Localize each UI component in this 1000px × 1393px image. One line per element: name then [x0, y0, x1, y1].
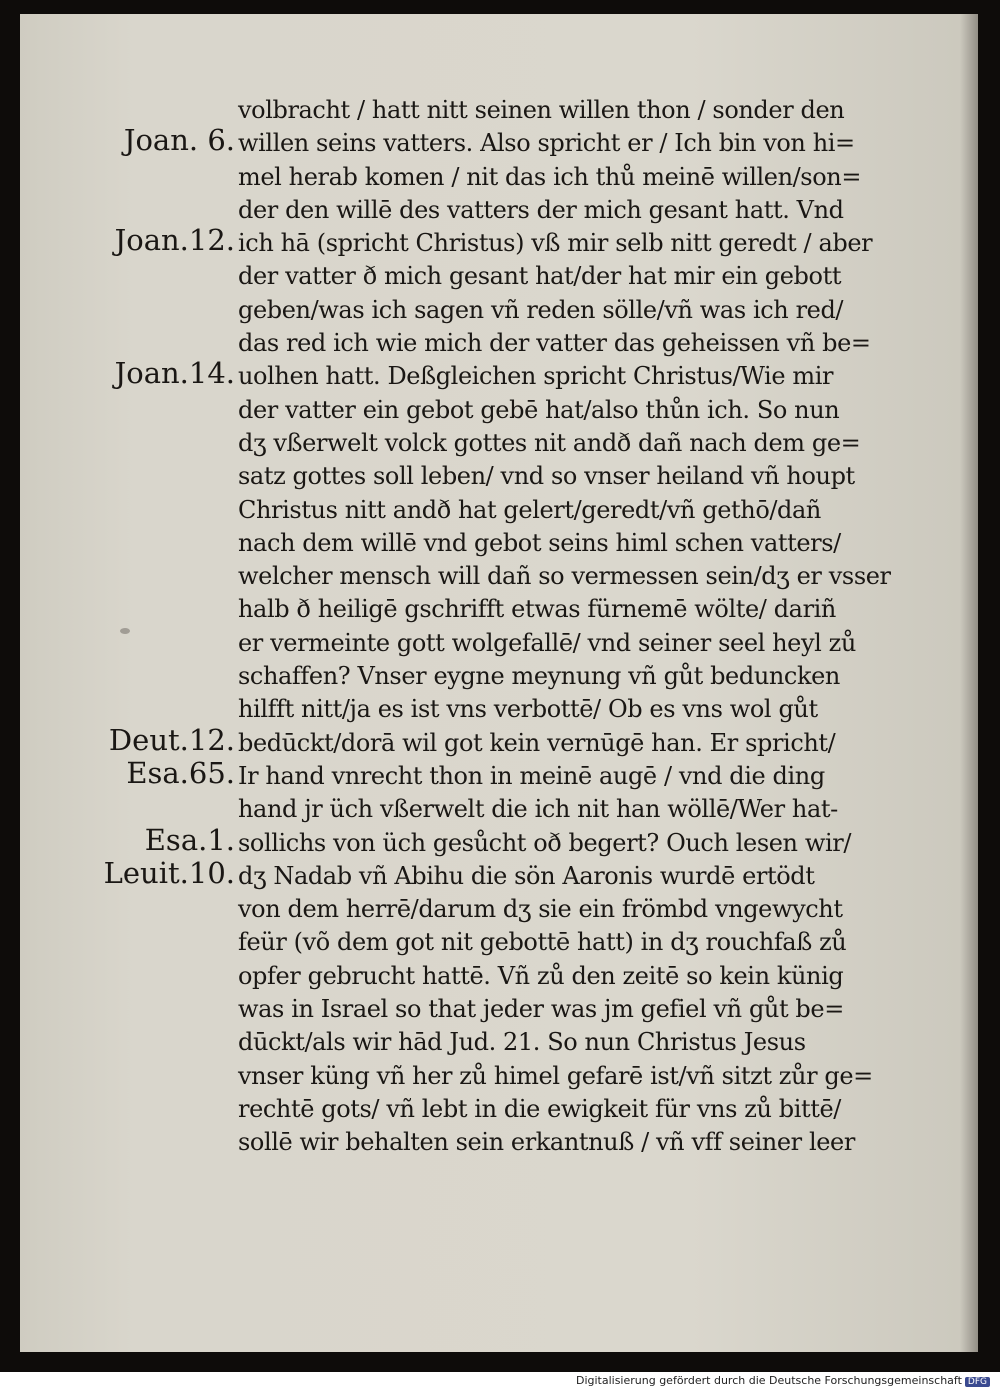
margin-note: Deut.12.: [108, 722, 235, 757]
text-line: der vatter ð mich gesant hat/der hat mir ein gebott: [238, 262, 842, 291]
text-line: schaffen? Vnser eygne meynung vñ gůt beduncken: [238, 662, 840, 691]
dfg-logo: DFG: [965, 1377, 990, 1387]
text-line: das red ich wie mich der vatter das geheissen vñ be=: [238, 329, 871, 358]
body-text: [238, 94, 928, 1160]
text-line: sollichs von üch gesůcht oð begert? Ouch lesen wir/: [238, 828, 852, 857]
text-line: volbracht / hatt nitt seinen willen thon / sonder den: [238, 96, 845, 124]
margin-note: Joan.12.: [114, 223, 235, 258]
text-line: dʒ Nadab vñ Abihu die sön Aaronis wurdē ertödt: [238, 861, 815, 890]
text-line: bedūckt/dorā wil got kein vernūgē han. Er spricht/: [238, 728, 836, 757]
margin-note: Esa.1.: [144, 822, 235, 857]
text-line: Ir hand vnrecht thon in meinē augē / vnd die ding: [238, 761, 825, 790]
text-line: hand jr üch vßerwelt die ich nit han wöllē/Wer hat-: [238, 795, 838, 824]
margin-note: Esa.65.: [126, 756, 235, 790]
text-line: dʒ vßerwelt volck gottes nit andð dañ nach dem ge=: [238, 428, 861, 457]
text-line: hilfft nitt/ja es ist vns verbottē/ Ob es vns wol gůt: [238, 695, 818, 724]
text-line: ich hā (spricht Christus) vß mir selb nitt geredt / aber: [238, 229, 873, 258]
footer-credit: [576, 1374, 990, 1387]
margin-note: Leuit.10.: [103, 855, 235, 890]
text-line: satz gottes soll leben/ vnd so vnser heiland vñ houpt: [238, 462, 855, 491]
text-line: mel herab komen / nit das ich thů meinē willen/son=: [238, 162, 862, 191]
margin-notes: [95, 80, 235, 1180]
text-line: sollē wir behalten sein erkantnuß / vñ vff seiner leer: [238, 1128, 855, 1157]
text-line: vnser küng vñ her zů himel gefarē ist/vñ sitzt zůr ge=: [238, 1061, 873, 1090]
page-gutter-shadow: [960, 14, 978, 1352]
text-line: der den willē des vatters der mich gesant hatt. Vnd: [238, 195, 844, 224]
text-line: uolhen hatt. Deßgleichen spricht Christus/Wie mir: [238, 362, 834, 391]
text-line: geben/was ich sagen vñ reden sölle/vñ was ich red/: [238, 295, 844, 324]
text-line: er vermeinte gott wolgefallē/ vnd seiner seel heyl zů: [238, 628, 856, 657]
text-line: was in Israel so that jeder was jm gefiel vñ gůt be=: [238, 995, 844, 1024]
text-line: opfer gebrucht hattē. Vñ zů den zeitē so kein künig: [238, 961, 844, 990]
margin-note: Joan. 6.: [123, 123, 235, 158]
text-line: der vatter ein gebot gebē hat/also thůn ich. So nun: [238, 395, 840, 424]
text-line: willen seins vatters. Also spricht er / Ich bin von hi=: [238, 129, 855, 158]
footer-credit-text: Digitalisierung gefördert durch die Deutsche Forschungsgemeinschaft: [575, 1374, 962, 1387]
text-line: Christus nitt andð hat gelert/geredt/vñ gethō/dañ: [238, 495, 821, 524]
text-line: von dem herrē/darum dʒ sie ein frömbd vngewycht: [238, 895, 843, 924]
text-line: halb ð heiligē gschrifft etwas fürnemē wölte/ dariñ: [238, 595, 836, 624]
text-line: welcher mensch will dañ so vermessen sein/dʒ er vsser: [238, 562, 891, 591]
text-line: dūckt/als wir hād Jud. 21. So nun Christus Jesus: [238, 1028, 806, 1057]
text-line: feür (võ dem got nit gebottē hatt) in dʒ rouchfaß zů: [238, 928, 847, 957]
text-line: nach dem willē vnd gebot seins himl schen vatters/: [238, 528, 841, 557]
margin-note: Joan.14.: [114, 356, 235, 391]
text-line: rechtē gots/ vñ lebt in die ewigkeit für vns zů bittē/: [238, 1094, 841, 1123]
